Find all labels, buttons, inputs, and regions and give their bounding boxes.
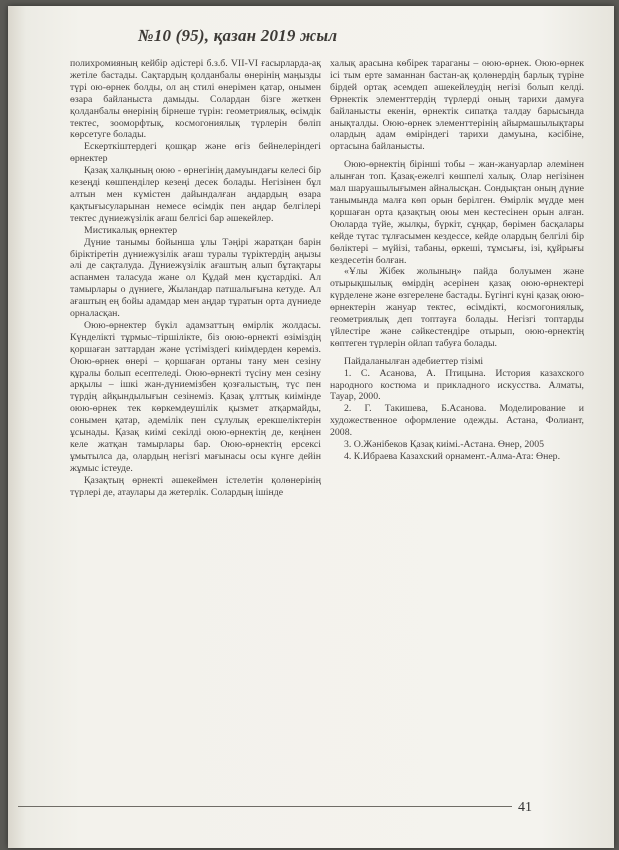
left-paragraph: Дүние танымы бойынша ұлы Тәңірі жаратқан барін біріктіретін дүниежүзілік ағаш туралы түріктердің аңызы әлі де сақталуда. Дүниежүзілік ағаштың алып бұтақтары аспанмен таласуда және ол Құдай мен құстардікі. Ал тамырлары о дүниеге, Жыландар патшалығына кетуде. Ал ағаштың ең бойы адамдар мен аңдар тұратын орта дүниеде орналасқан. — [70, 236, 321, 320]
reference-item: 3. О.Жәнібеков Қазақ киімі.-Астана. Өнер, 2005 — [344, 439, 544, 451]
left-column — [70, 58, 321, 499]
issue-header: №10 (95), қазан 2019 жыл — [138, 26, 338, 45]
journal-page — [8, 6, 614, 848]
right-paragraph: Оюю-өрнектің бірінші тобы – жан-жануарлар әлемінен алынған топ. Қазақ-ежелгі көшпелі халық. Олар негізінен мал шаруашылығымен айналысқан. Сондықтан оның дүние танымында малға көп орын берілген. Өмірлік мүдде мен қоршаған орта қазақтың оюы мен кестесінен орын алған. Оюларда түйе, жылқы, бүркіт, сұңқар, бөрімен басқалары кейде түтас тұлғасымен кездессе, кейде олардың белгілі бір бөліктері – мүйізі, табаны, өркеші, тұмсығы, ізі, құйрығы кездесетін болған. — [330, 159, 584, 266]
left-paragraph: Ескерткіштердегі қошқар және өгіз бейнелеріндегі өрнектер — [70, 141, 321, 165]
left-paragraph: Мистикалық өрнектер — [84, 224, 178, 236]
reference-item: 1. С. Асанова, А. Птицына. История казахского народного костюма и прикладного искусства. Алматы, Тауар, 2000. — [330, 367, 584, 403]
references-heading: Пайдаланылған әдебиеттер тізімі — [344, 355, 484, 367]
reference-item: 2. Г. Такишева, Б.Асанова. Моделирование и художественное оформление одежды. Астана, Фолиант, 2008. — [330, 403, 584, 439]
page-number: 41 — [518, 800, 532, 815]
footer-divider — [18, 806, 512, 807]
right-paragraph: «Ұлы Жібек жолының» пайда болуымен және отырықшылық өмірдің әсерінен қазақ оюю-өрнектері күрделене және өзгерелене бастады. Бүгінгі күні қазақ оюю-өрнектерін жануар тектес, өсімдікті, космогониялық, геометриялық деп топтауға болады. Негізгі топтарды үйлестіре және сәйкестендіре отырып, оюю-өрнектің көптеген түрлерін ойлап табуға болады. — [330, 266, 584, 349]
right-paragraph: халық арасына көбірек тараганы – оюю-өрнек. Оюю-өрнек ісі тым ерте заманнан бастан-ақ қолөнердің барлық түріне бірдей ортақ әсемдеп әшекейлеудің негізі болып келді. Өрнектік элементтердің түрлерді оның тарихи дамуға байланысты екенін, өрнектік сипатқа талдау барысында анықталды. Оюю-өрнек элементтерінің айырмашылықтары олардың адам өміріндегі тарихи дамуына, кәсібіне, ортасына байланысты. — [330, 58, 584, 153]
reference-item: 4. К.Ибраева Казахский орнамент.-Алма-Ата: Өнер. — [344, 451, 561, 462]
left-paragraph: Оюю-өрнектер бүкіл адамзаттың өмірлік жолдасы. Күнделікті тұрмыс–тіршілікте, біз оюю-өрнекті өзіміздің қоршаған заттардан және үстіміздегі киімдерден көреміз. Оюю-өрнек өнері – қоршаған ортаны тану мен сезіну құралы болып есептеледі. Оюю-өрнекті түсіну мен сезіну арқылы – ішкі жан-дүниемізбен қозғалыстың, түс пен түрдің айқындылығын сезінеміз. Қазақ ұлттық киімінде оюю-өрнек тек көркемдеушілік қызмет атқармайды, сонымен қатар, әдемілік пен сұлулық ерекшеліктерін ұсынады. Қазақ киімі секілді оюю-өрнектің де, кеңінен келе жатқан тамырлары бар. Оюю-өрнектің ерсексі ұмытылса да, олардың негізгі мағынасы осы күнге дейін жұмыс істеуде. — [70, 319, 321, 474]
left-paragraph: полихромияның кейбір әдістері б.з.б. VII-VI ғасырларда-ақ жетіле бастады. Сақтардың қолданбалы өнерінің маңызды түрі ою-өрнек болды, ол аң стилі өнерімен қатар, онымен өзара байланыста дамыды. Солардан бізге жеткен қолданбалы өнерінің бірнеше түрін: геометриялық, өсімдік тектес, зооморфтық, космогониялық түрлерін бөліп көрсетуге болады. — [70, 58, 321, 141]
left-paragraph: Қазақтың өрнекті әшекеймен істелетін қолөнерінің түрлері де, атаулары да жетерлік. Солардың ішінде — [70, 474, 321, 498]
left-paragraph: Қазақ халқының оюю - өрнегінің дамуындағы келесі бір кезеңді көшпенділер кезеңі десек болады. Негізінен бұл алтын мен күмістен дайындалған аңдардың өзара қақтығысуларынан немесе өсімдік пен аңдар белгілері тектес дүниежүзілік ағаш белгісі бар әшекейлер. — [70, 165, 321, 224]
right-column — [330, 58, 584, 463]
